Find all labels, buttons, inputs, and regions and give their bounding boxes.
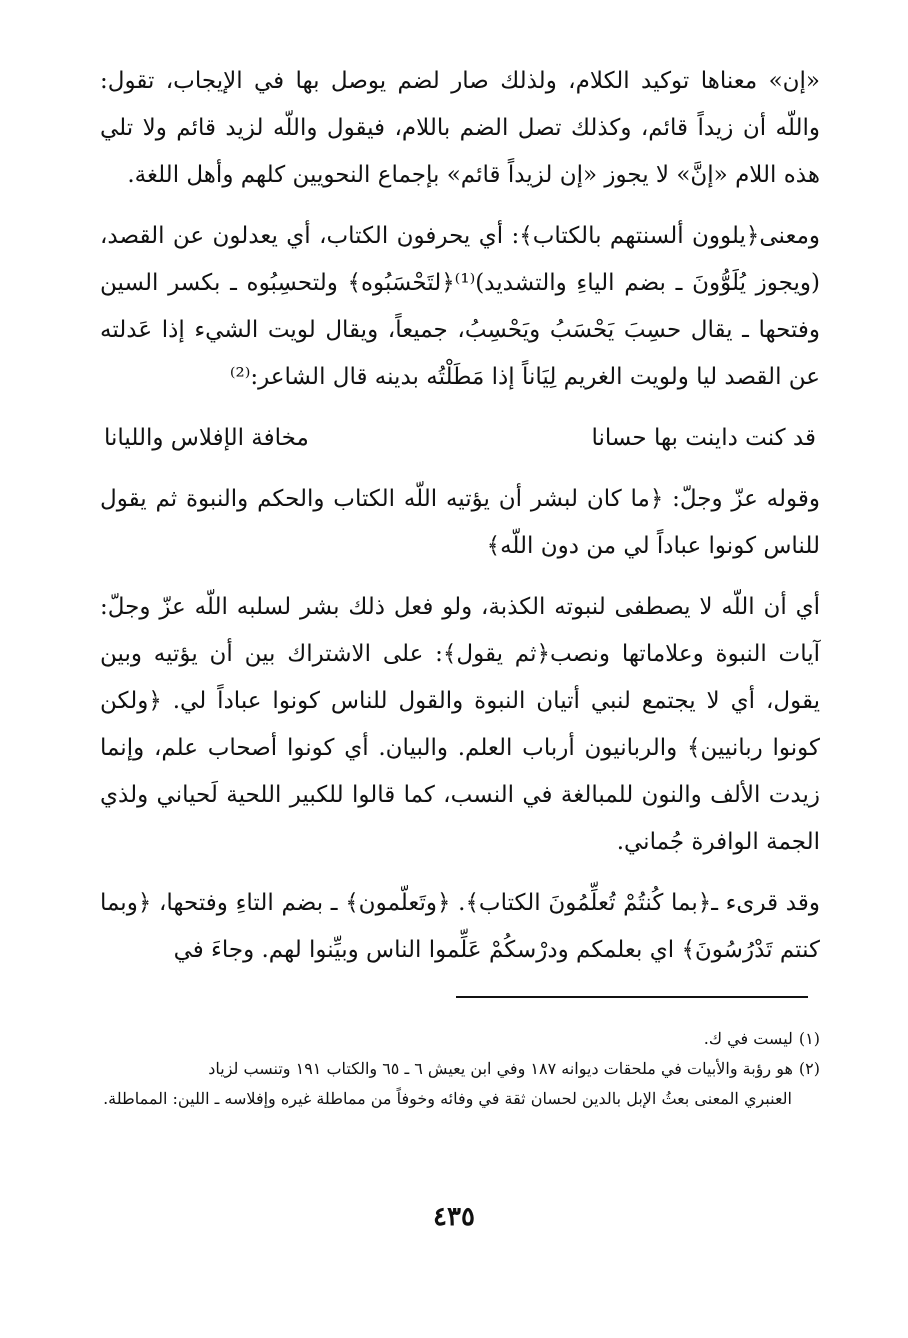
poetry-verse <box>100 415 820 462</box>
verse-first-hemistich: قد كنت داينت بها حسانا <box>591 425 816 451</box>
footnote-divider <box>456 996 808 998</box>
paragraph-3: وقوله عزّ وجلّ: ﴿ما كان لبشر أن يؤتيه اللّه الكتاب والحكم والنبوة ثم يقول للناس كونوا عباداً لي من دون اللّه﴾ <box>100 486 820 559</box>
paragraph-4: أي أن اللّه لا يصطفى لنبوته الكذبة، ولو فعل ذلك بشر لسلبه اللّه عزّ وجلّ: آيات النبوة وعلاماتها ونصب﴿ثم يقول﴾: على الاشتراك بين أن يؤتيه وبين يقول، أي لا يجتمع لنبي أتيان النبوة والقول للناس كونوا عباداً لي. ﴿ولكن كونوا ربانيين﴾ والربانيون أرباب العلم. والبيان. أي كونوا أصحاب علم، وإنما زيدت الألف والنون للمبالغة في النسب، كما قالوا للكبير اللحية لَحياني ولذي الجمة الوافرة جُماني. <box>100 594 820 855</box>
footnote-2 <box>100 1054 820 1114</box>
paragraph-2: ومعنى﴿يلوون ألسنتهم بالكتاب﴾: أي يحرفون الكتاب، أي يعدلون عن القصد، (ويجوز يُلَوُّونَ ـ بضم الياءِ والتشديد)⁽¹⁾﴿لتَحْسَبُوه﴾ ولتحسِبُوه ـ بكسر السين وفتحها ـ يقال حسِبَ يَحْسَبُ ويَحْسِبُ، جميعاً، ويقال لويت الشيء إذا عَدلته عن القصد ليا ولويت الغريم لِيَاناً إذا مَطَلْتُه بدينه قال الشاعر:⁽²⁾ <box>100 223 821 390</box>
footnote-2-continuation: العنبري المعنى بعثُ الإبل بالدين لحسان ثقة في وفائه وخوفاً من مماطلة غيره وإفلاسه ـ اللين: المماطلة. <box>103 1089 792 1108</box>
footnote-1 <box>100 1024 820 1054</box>
paragraph-5: وقد قرىء ـ﴿بما كُنتُمْ تُعلِّمُونَ الكتاب﴾. ﴿وتَعلّمون﴾ ـ بضم التاءِ وفتحها، ﴿وبما كنتم تَدْرُسُونَ﴾ اي بعلمكم ودرْسكُمْ عَلِّموا الناس وبيِّنوا لهم. وجاءَ في <box>100 890 820 963</box>
footnote-2-text: هو رؤبة والأبيات في ملحقات ديوانه ١٨٧ وفي ابن يعيش ٦ ـ ٦٥ والكتاب ١٩١ وتنسب لزياد <box>208 1059 793 1078</box>
page-number: ٤٣٥ <box>433 1202 475 1232</box>
main-text <box>100 58 820 974</box>
footnote-1-number: (١) <box>798 1029 820 1048</box>
footnote-2-number: (٢) <box>798 1059 820 1078</box>
footnotes <box>100 1024 820 1114</box>
verse-second-hemistich: مخافة الإفلاس والليانا <box>104 425 309 451</box>
paragraph-1: «إن» معناها توكيد الكلام، ولذلك صار لضم يوصل بها في الإيجاب، تقول: واللّه أن زيداً قائم، وكذلك تصل الضم باللام، فيقول واللّه لزيد قائم ولا تلي هذه اللام «إنَّ» لا يجوز «إن لزيداً قائم» بإجماع النحويين كلهم وأهل اللغة. <box>100 68 820 188</box>
footnote-1-text: ليست في ك. <box>703 1029 793 1048</box>
